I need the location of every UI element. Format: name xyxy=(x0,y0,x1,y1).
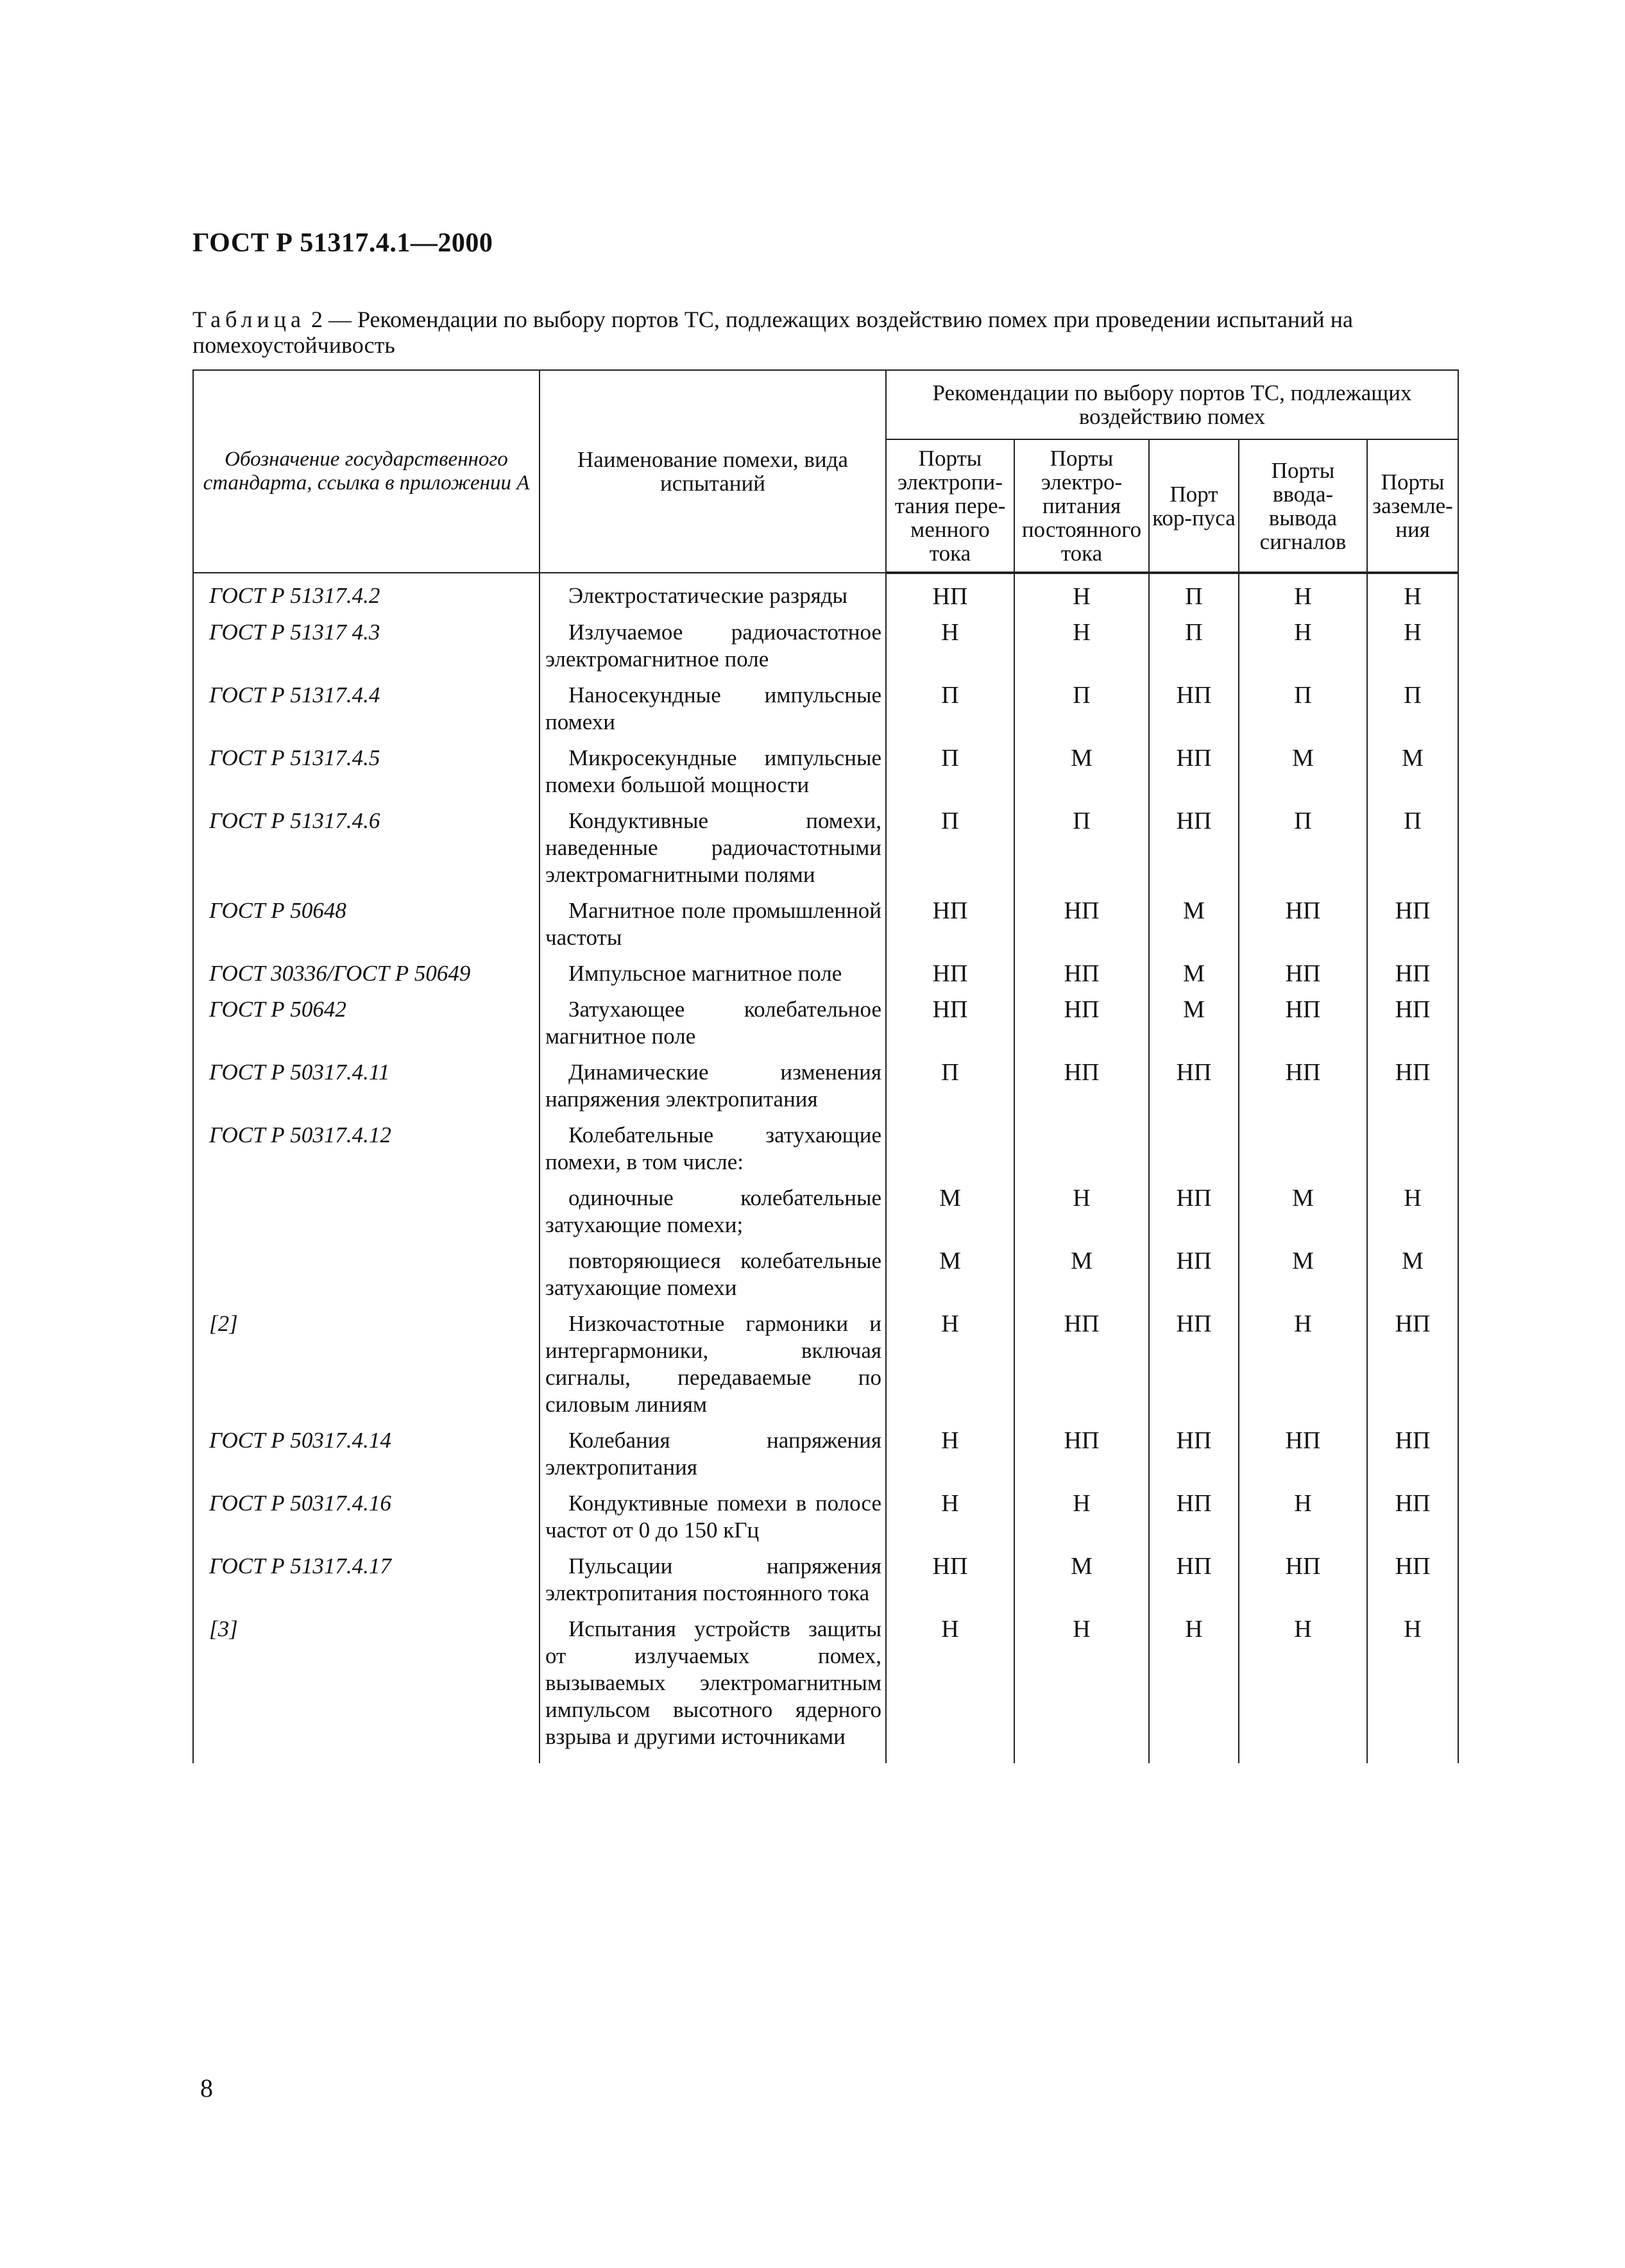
table-row xyxy=(193,1239,1458,1301)
port-recommendation: П xyxy=(1239,673,1367,736)
port-recommendation: М xyxy=(1239,1176,1367,1239)
port-recommendation: Н xyxy=(1367,610,1458,673)
port-recommendation xyxy=(886,1113,1014,1176)
table-row xyxy=(193,951,1458,987)
port-recommendation: М xyxy=(886,1239,1014,1301)
port-recommendation: НП xyxy=(1014,1418,1149,1481)
port-recommendation: Н xyxy=(1149,1607,1239,1763)
port-recommendation: НП xyxy=(886,951,1014,987)
table-row xyxy=(193,888,1458,951)
standard-reference: ГОСТ 30336/ГОСТ Р 50649 xyxy=(193,951,540,987)
caption-text: 2 — Рекомендации по выбору портов ТС, подлежащих воздействию помех при проведении испытаний на помехоустойчивость xyxy=(192,307,1353,358)
standard-reference: ГОСТ Р 50317.4.12 xyxy=(193,1113,540,1176)
port-recommendation: М xyxy=(1014,1239,1149,1301)
port-recommendation: НП xyxy=(886,1544,1014,1607)
port-recommendation: НП xyxy=(1014,888,1149,951)
port-recommendation: НП xyxy=(1149,1050,1239,1113)
port-recommendation: Н xyxy=(1014,1176,1149,1239)
interference-name: Динамические изменения напряжения электропитания xyxy=(540,1050,886,1113)
caption-label: Таблица xyxy=(192,307,305,332)
standard-reference: ГОСТ Р 51317.4.5 xyxy=(193,736,540,799)
port-recommendation: НП xyxy=(1239,951,1367,987)
table-row xyxy=(193,573,1458,610)
interference-name: Микросекундные импульсные помехи большой мощности xyxy=(540,736,886,799)
interference-name: Затухающее колебательное магнитное поле xyxy=(540,987,886,1050)
port-recommendation: НП xyxy=(1149,1301,1239,1418)
port-recommendation: М xyxy=(1367,736,1458,799)
table-row xyxy=(193,736,1458,799)
header-port-ac-power: Порты электропи-тания пере-менного тока xyxy=(886,439,1014,573)
port-recommendation: НП xyxy=(1149,1239,1239,1301)
port-recommendation: М xyxy=(1149,987,1239,1050)
header-interference-name: Наименование помехи, вида испытаний xyxy=(540,370,886,573)
port-recommendation: НП xyxy=(1239,1050,1367,1113)
port-recommendation: Н xyxy=(1239,1607,1367,1763)
standard-reference: ГОСТ Р 50317.4.16 xyxy=(193,1481,540,1544)
standard-reference: ГОСТ Р 50648 xyxy=(193,888,540,951)
port-recommendation: Н xyxy=(1014,1607,1149,1763)
header-port-enclosure: Порт кор-пуса xyxy=(1149,439,1239,573)
header-row-1 xyxy=(193,370,1458,439)
port-recommendation: Н xyxy=(1239,1481,1367,1544)
standard-reference: ГОСТ Р 51317.4.6 xyxy=(193,799,540,888)
interference-name: повторяющиеся колебательные затухающие помехи xyxy=(540,1239,886,1301)
standard-reference: ГОСТ Р 50317.4.11 xyxy=(193,1050,540,1113)
port-recommendation: Н xyxy=(1239,573,1367,610)
table-row xyxy=(193,1301,1458,1418)
page-number: 8 xyxy=(200,2074,213,2103)
table-row xyxy=(193,1050,1458,1113)
document-code: ГОСТ Р 51317.4.1—2000 xyxy=(192,228,493,258)
interference-name: Электростатические разряды xyxy=(540,573,886,610)
table-body xyxy=(193,573,1458,1763)
port-recommendation: НП xyxy=(886,573,1014,610)
interference-name: Излучаемое радиочастотное электромагнитное поле xyxy=(540,610,886,673)
interference-name: Магнитное поле промышленной частоты xyxy=(540,888,886,951)
port-recommendation: П xyxy=(886,799,1014,888)
port-recommendation: Н xyxy=(886,1301,1014,1418)
interference-name: Импульсное магнитное поле xyxy=(540,951,886,987)
standard-reference xyxy=(193,1239,540,1301)
port-recommendation: НП xyxy=(1239,1544,1367,1607)
port-recommendation: П xyxy=(1367,673,1458,736)
table-row xyxy=(193,1607,1458,1763)
header-port-recommendations: Рекомендации по выбору портов ТС, подлежащих воздействию помех xyxy=(886,370,1458,439)
table-row xyxy=(193,1481,1458,1544)
interference-name: Испытания устройств защиты от излучаемых помех, вызываемых электромагнитным импульсом высотного ядерного взрыва и другими источниками xyxy=(540,1607,886,1763)
port-recommendation: Н xyxy=(886,1607,1014,1763)
port-recommendation: НП xyxy=(1014,1050,1149,1113)
port-recommendation: Н xyxy=(1014,1481,1149,1544)
port-recommendation: П xyxy=(1149,573,1239,610)
standard-reference xyxy=(193,1176,540,1239)
port-recommendation: М xyxy=(1149,951,1239,987)
standard-reference: ГОСТ Р 51317.4.2 xyxy=(193,573,540,610)
interference-name: Наносекундные импульсные помехи xyxy=(540,673,886,736)
table-caption xyxy=(192,307,1450,358)
interference-name: Колебания напряжения электропитания xyxy=(540,1418,886,1481)
port-recommendation xyxy=(1149,1113,1239,1176)
header-doc-designation: Обозначение государственного стандарта, ссылка в приложении А xyxy=(193,370,540,573)
port-recommendation: Н xyxy=(1239,1301,1367,1418)
port-recommendation: М xyxy=(1239,1239,1367,1301)
standard-reference: ГОСТ Р 50317.4.14 xyxy=(193,1418,540,1481)
port-recommendation: НП xyxy=(1149,1176,1239,1239)
port-recommendation: М xyxy=(1367,1239,1458,1301)
port-recommendation: П xyxy=(886,1050,1014,1113)
port-recommendation: НП xyxy=(1149,1544,1239,1607)
header-port-ground: Порты заземле-ния xyxy=(1367,439,1458,573)
port-recommendation: НП xyxy=(1367,1050,1458,1113)
port-recommendation: Н xyxy=(886,1418,1014,1481)
port-recommendation: П xyxy=(1014,673,1149,736)
port-recommendation: НП xyxy=(1239,1418,1367,1481)
standard-reference: ГОСТ Р 51317.4.17 xyxy=(193,1544,540,1607)
standard-reference: [2] xyxy=(193,1301,540,1418)
port-recommendation: НП xyxy=(1367,1544,1458,1607)
port-recommendation: НП xyxy=(1367,1301,1458,1418)
port-recommendation: НП xyxy=(1149,799,1239,888)
port-recommendation: Н xyxy=(1239,610,1367,673)
port-recommendation: Н xyxy=(1367,1176,1458,1239)
port-recommendation: НП xyxy=(1367,987,1458,1050)
table-row xyxy=(193,610,1458,673)
interference-name: Кондуктивные помехи в полосе частот от 0 до 150 кГц xyxy=(540,1481,886,1544)
port-recommendation: М xyxy=(1149,888,1239,951)
table-row xyxy=(193,673,1458,736)
port-recommendation: Н xyxy=(1014,610,1149,673)
port-recommendation: П xyxy=(1014,799,1149,888)
standard-reference: ГОСТ Р 50642 xyxy=(193,987,540,1050)
standard-reference: ГОСТ Р 51317 4.3 xyxy=(193,610,540,673)
table-row xyxy=(193,1544,1458,1607)
interference-name: Пульсации напряжения электропитания постоянного тока xyxy=(540,1544,886,1607)
port-recommendation: НП xyxy=(1014,987,1149,1050)
port-recommendation: П xyxy=(1239,799,1367,888)
table-row xyxy=(193,987,1458,1050)
port-recommendation: НП xyxy=(1149,736,1239,799)
table-row xyxy=(193,1176,1458,1239)
port-recommendation: НП xyxy=(1014,951,1149,987)
port-recommendation: Н xyxy=(1367,1607,1458,1763)
port-recommendation: НП xyxy=(1367,1481,1458,1544)
interference-name: Кондуктивные помехи, наведенные радиочастотными электромагнитными полями xyxy=(540,799,886,888)
port-recommendation: П xyxy=(1149,610,1239,673)
table-row xyxy=(193,1113,1458,1176)
port-recommendation: НП xyxy=(1149,1418,1239,1481)
table-row xyxy=(193,1418,1458,1481)
standard-reference: ГОСТ Р 51317.4.4 xyxy=(193,673,540,736)
port-recommendation: П xyxy=(1367,799,1458,888)
port-recommendation: НП xyxy=(1149,1481,1239,1544)
table-row xyxy=(193,799,1458,888)
port-recommendation: П xyxy=(886,673,1014,736)
port-recommendation: М xyxy=(1014,1544,1149,1607)
port-recommendation: М xyxy=(1014,736,1149,799)
port-recommendation: М xyxy=(1239,736,1367,799)
port-recommendation xyxy=(1014,1113,1149,1176)
port-recommendation: НП xyxy=(1367,888,1458,951)
port-recommendation: НП xyxy=(1149,673,1239,736)
port-recommendation: Н xyxy=(1014,573,1149,610)
port-recommendation: НП xyxy=(1239,987,1367,1050)
port-recommendation: Н xyxy=(886,1481,1014,1544)
port-recommendation: Н xyxy=(886,610,1014,673)
standard-reference: [3] xyxy=(193,1607,540,1763)
port-recommendation: Н xyxy=(1367,573,1458,610)
port-recommendation: НП xyxy=(1239,888,1367,951)
port-recommendation: НП xyxy=(1014,1301,1149,1418)
port-recommendation: П xyxy=(886,736,1014,799)
port-recommendation: НП xyxy=(1367,1418,1458,1481)
port-recommendation: М xyxy=(886,1176,1014,1239)
header-port-dc-power: Порты электро-питания постоянного тока xyxy=(1014,439,1149,573)
interference-name: Низкочастотные гармоники и интергармоники, включая сигналы, передаваемые по силовым линиям xyxy=(540,1301,886,1418)
interference-name: одиночные колебательные затухающие помехи; xyxy=(540,1176,886,1239)
port-recommendation xyxy=(1367,1113,1458,1176)
port-recommendation xyxy=(1239,1113,1367,1176)
port-recommendation: НП xyxy=(886,987,1014,1050)
header-port-signal-io: Порты ввода-вывода сигналов xyxy=(1239,439,1367,573)
interference-name: Колебательные затухающие помехи, в том числе: xyxy=(540,1113,886,1176)
port-recommendation: НП xyxy=(886,888,1014,951)
port-recommendation: НП xyxy=(1367,951,1458,987)
recommendations-table xyxy=(192,369,1459,1763)
